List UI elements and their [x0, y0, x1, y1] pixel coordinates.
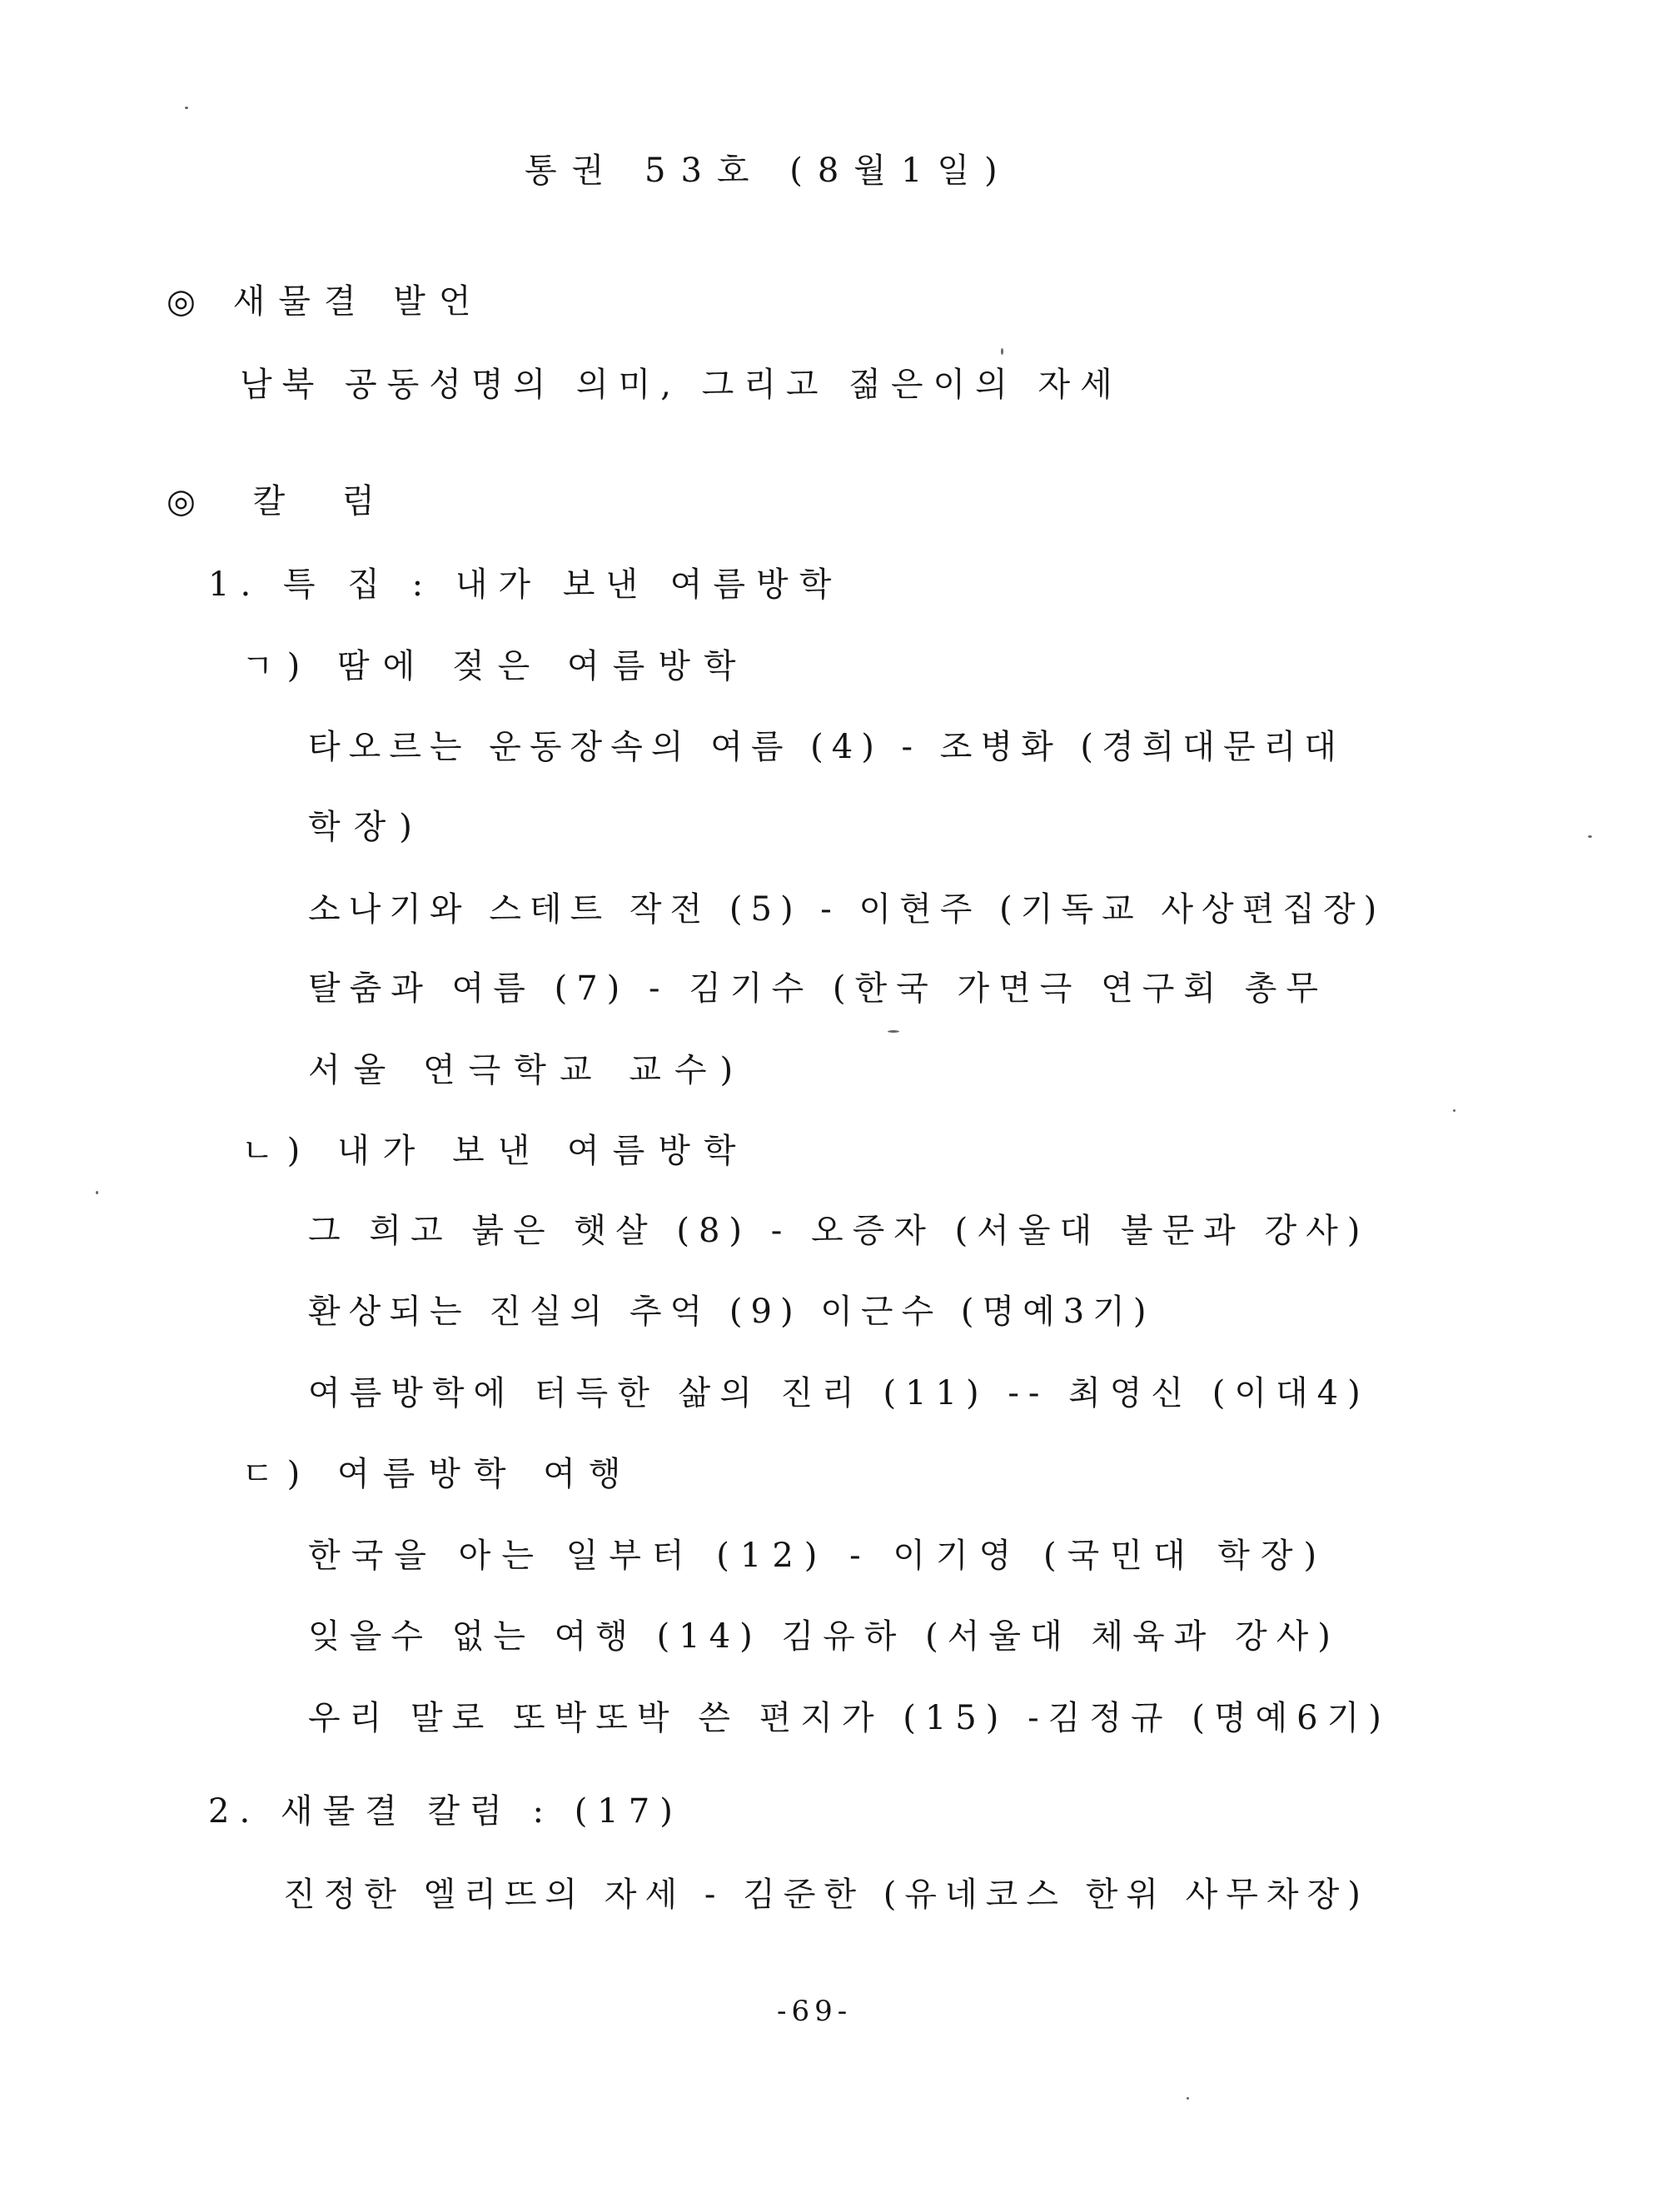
scan-speck	[1187, 2097, 1189, 2100]
saemulgyeol-column-heading: 2. 새물결 칼럼 : (17)	[208, 1792, 683, 1831]
entry-line: 우리 말로 또박또박 쓴 편지가 (15) -김정규 (명예6기)	[308, 1699, 1391, 1737]
scan-speck	[888, 1030, 899, 1033]
special-heading: 1. 특 집 : 내가 보낸 여름방학	[208, 565, 843, 604]
sub-heading-c: ㄷ) 여름방학 여행	[241, 1455, 634, 1493]
entry-line: 여름방학에 터득한 삶의 진리 (11) -- 최영신 (이대4)	[308, 1374, 1370, 1412]
page-number: -69-	[777, 1995, 853, 2028]
scan-speck	[96, 1191, 98, 1194]
scan-speck	[1453, 1109, 1456, 1112]
section-heading-saemulgyeol: ◎ 새물결 발언	[167, 282, 485, 321]
entry-line: 한국을 아는 일부터 (12) - 이기영 (국민대 학장)	[308, 1537, 1328, 1575]
entry-line: 학장)	[308, 808, 425, 846]
section-heading-column: ◎ 칼 럼	[167, 482, 398, 521]
saemulgyeol-column-line: 진정한 엘리뜨의 자세 - 김준한 (유네코스 한위 사무차장)	[283, 1876, 1369, 1914]
entry-line: 그 희고 붉은 햇살 (8) - 오증자 (서울대 불문과 강사)	[308, 1212, 1370, 1250]
saemulgyeol-item: 남북 공동성명의 의미, 그리고 젊은이의 자세	[240, 366, 1122, 404]
sub-heading-a: ㄱ) 땀에 젖은 여름방학	[241, 647, 749, 685]
entry-line: 서울 연극학교 교수)	[308, 1051, 747, 1089]
sub-heading-b: ㄴ) 내가 보낸 여름방학	[241, 1132, 749, 1170]
scan-speck	[185, 107, 188, 109]
entry-line: 소나기와 스테트 작전 (5) - 이현주 (기독교 사상편집장)	[308, 890, 1386, 929]
entry-line: 환상되는 진실의 추억 (9) 이근수 (명예3기)	[308, 1293, 1155, 1331]
entry-line: 잊을수 없는 여행 (14) 김유하 (서울대 체육과 강사)	[308, 1617, 1340, 1656]
entry-line: 탈춤과 여름 (7) - 김기수 (한국 가면극 연구회 총무	[308, 969, 1328, 1008]
entry-line: 타오르는 운동장속의 여름 (4) - 조병화 (경희대문리대	[308, 728, 1345, 766]
page-title: 통권 53호 (8월1일)	[525, 152, 1013, 190]
scan-speck	[1588, 835, 1592, 838]
scan-speck	[1001, 348, 1003, 355]
